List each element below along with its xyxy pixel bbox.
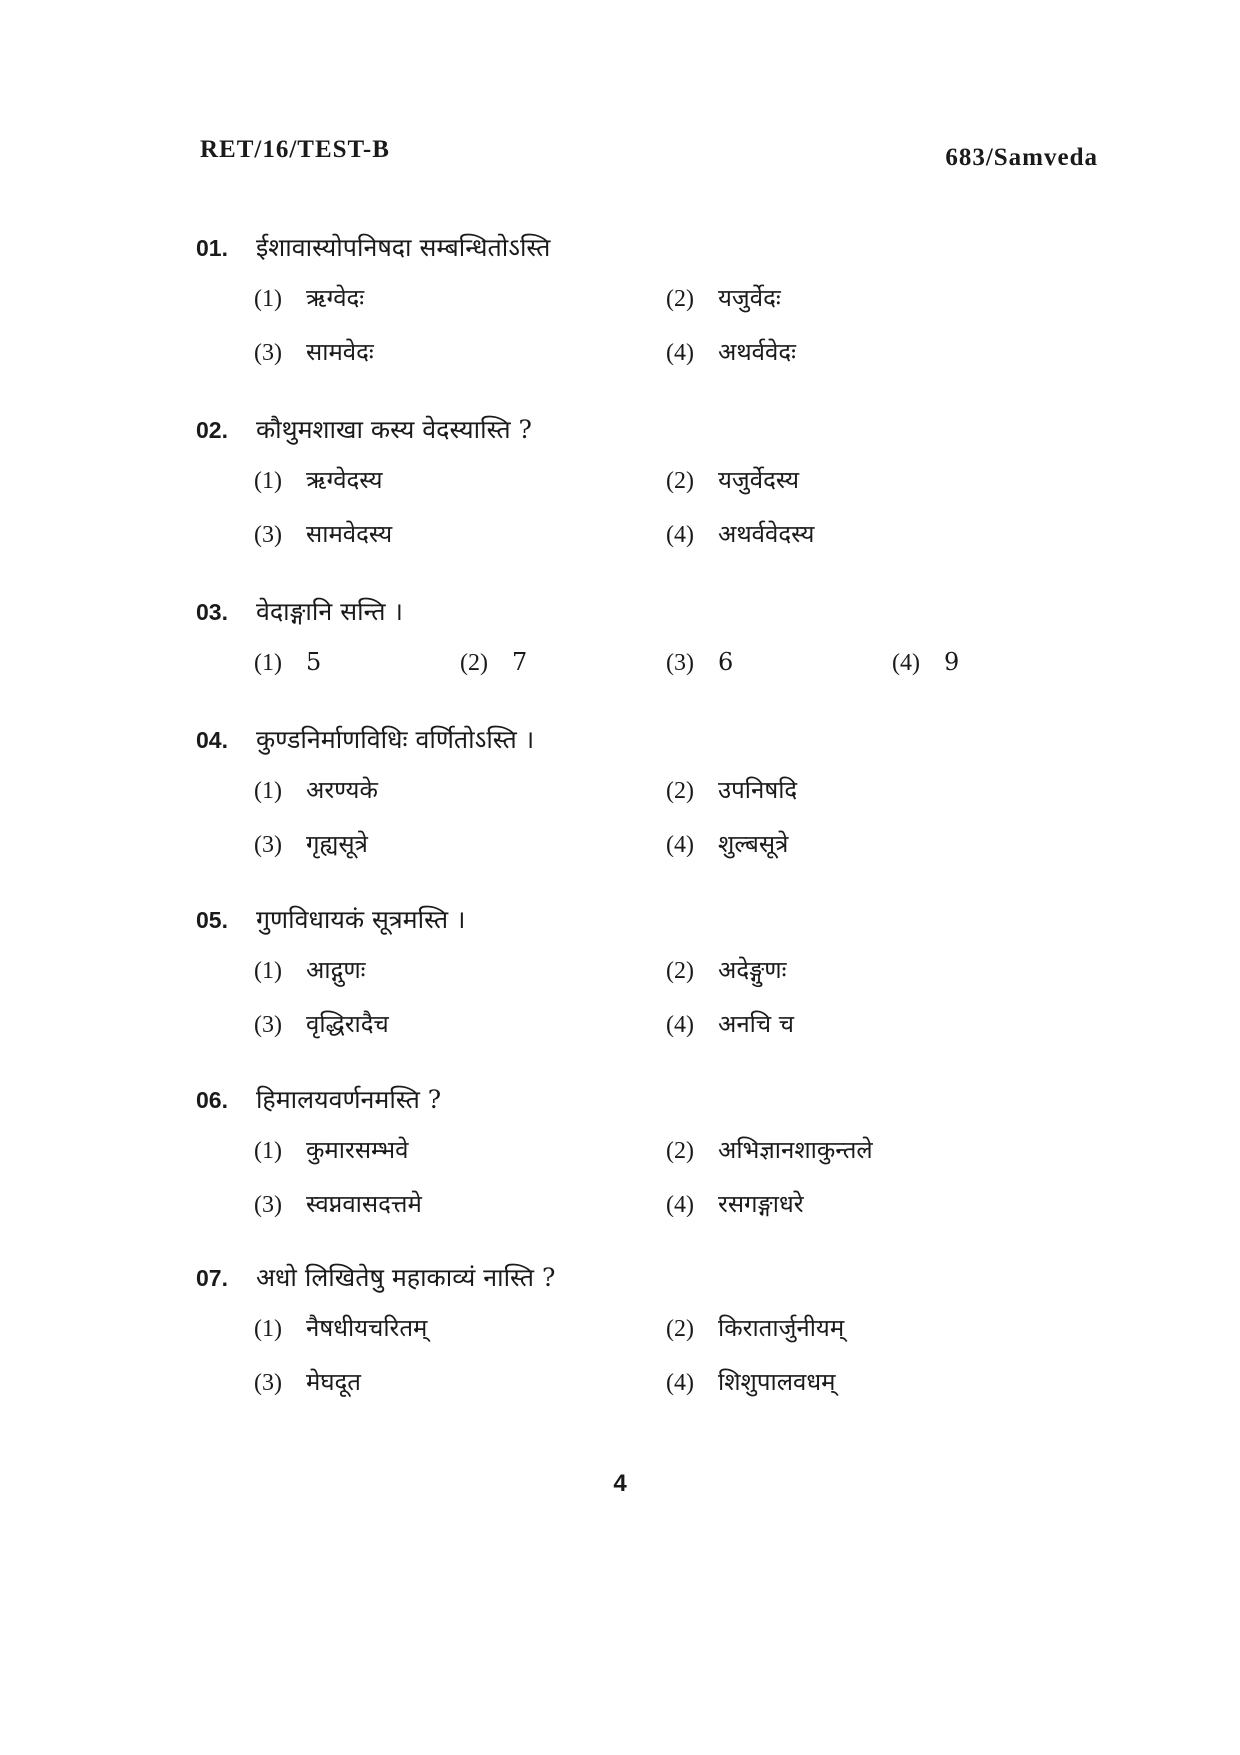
option-3: (3) 6 [666,648,734,676]
page-number: 4 [613,1470,627,1497]
option-3: (3) स्वप्नवासदत्तमे [254,1190,422,1218]
question-number: 04. [196,727,228,753]
question-6 [196,1078,1096,1238]
option-4: (4) 9 [892,648,960,676]
option-4: (4) अनचि च [666,1010,794,1038]
option-1: (1) ऋग्वेदस्य [254,466,383,494]
question-2 [196,408,1096,568]
question-number: 02. [196,417,228,443]
option-1: (1) नैषधीयचरितम् [254,1314,428,1342]
question-3 [196,590,1096,696]
page-header [200,136,1098,176]
option-4: (4) अथर्ववेदः [666,338,796,366]
exam-code: RET/16/TEST-B [200,136,390,163]
question-number: 01. [196,235,228,261]
option-4: (4) शुल्बसूत्रे [666,830,789,858]
question-5 [196,898,1096,1058]
question-number: 06. [196,1087,228,1113]
option-1: (1) कुमारसम्भवे [254,1136,409,1164]
option-1: (1) आद्गुणः [254,956,366,984]
option-3: (3) गृह्यसूत्रे [254,830,368,858]
question-text: अधो लिखितेषु महाकाव्यं नास्ति ? [255,1263,556,1292]
option-2: (2) उपनिषदि [666,776,798,804]
question-text: ईशावास्योपनिषदा सम्बन्धितोऽस्ति [255,233,551,262]
option-4: (4) शिशुपालवधम् [666,1368,836,1396]
option-1: (1) 5 [254,648,322,676]
option-4: (4) अथर्ववेदस्य [666,520,815,548]
question-number: 07. [196,1265,228,1291]
option-2: (2) 7 [460,648,528,676]
question-number: 05. [196,907,228,933]
option-3: (3) सामवेदः [254,338,374,366]
option-2: (2) यजुर्वेदः [666,284,781,312]
question-text: कुण्डनिर्माणविधिः वर्णितोऽस्ति । [255,725,535,754]
question-4 [196,718,1096,878]
option-2: (2) अभिज्ञानशाकुन्तले [666,1136,873,1164]
question-7 [196,1256,1096,1416]
option-2: (2) यजुर्वेदस्य [666,466,800,494]
option-4: (4) रसगङ्गाधरे [666,1190,804,1218]
option-2: (2) अदेङ्गुणः [666,956,787,984]
option-3: (3) मेघदूत [254,1368,361,1396]
option-2: (2) किरातार्जुनीयम् [666,1314,845,1342]
option-1: (1) ऋग्वेदः [254,284,365,312]
question-1 [196,226,1096,386]
option-3: (3) सामवेदस्य [254,520,393,548]
question-text: वेदाङ्गानि सन्ति । [255,597,403,626]
option-1: (1) अरण्यके [254,776,378,804]
subject-code: 683/Samveda [945,144,1098,171]
option-3: (3) वृद्धिरादैच [254,1010,389,1038]
question-text: हिमालयवर्णनमस्ति ? [255,1085,442,1114]
question-number: 03. [196,599,228,625]
question-text: गुणविधायकं सूत्रमस्ति । [255,905,466,934]
question-text: कौथुमशाखा कस्य वेदस्यास्ति ? [255,415,532,444]
